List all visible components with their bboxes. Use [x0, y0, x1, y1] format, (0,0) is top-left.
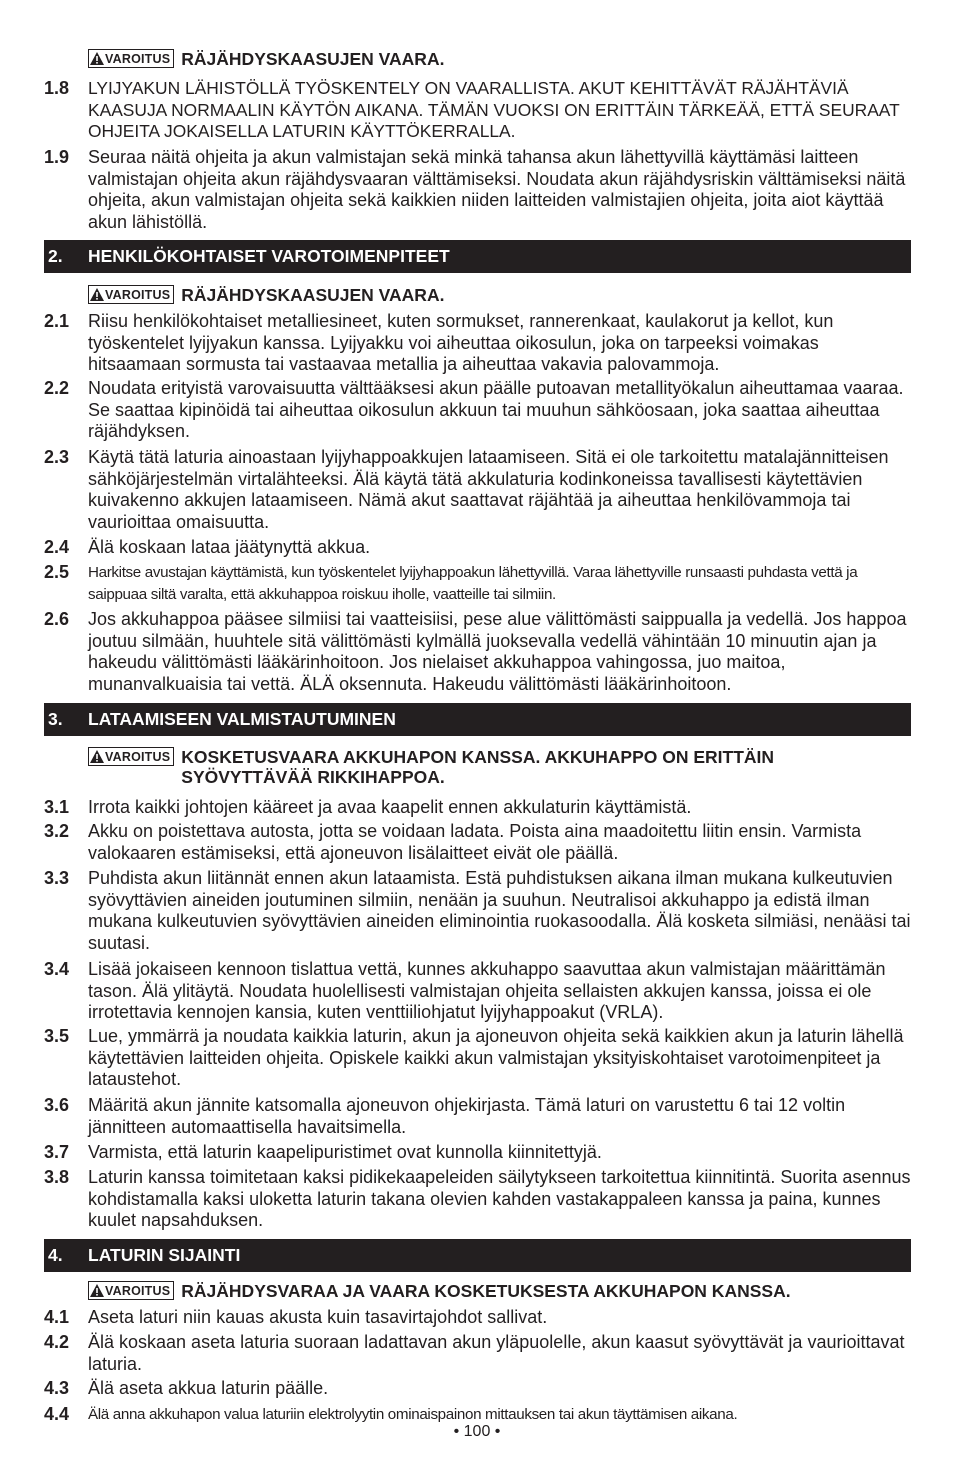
item-number: 4.1: [44, 1307, 70, 1327]
section-title: LATAAMISEEN VALMISTAUTUMINEN: [88, 709, 396, 729]
list-item: [44, 821, 912, 864]
item-text: Laturin kanssa toimitetaan kaksi pidikekaapeleiden säilytykseen tarkoitettua kiinnitintä. Suorita asennus kohdistamalla kaksi uloketta laturin takana olevien kahden vastakappaleen kanssa ja paina, kunnes kuulet napsahduksen.: [88, 1167, 911, 1230]
item-text: Älä anna akkuhapon valua laturiin elektrolyytin ominaispainon mittauksen tai akun täyttämisen aikana.: [88, 1406, 738, 1423]
section-header: [44, 703, 911, 736]
item-text: Lisää jokaiseen kennoon tislattua vettä, kunnes akkuhappo saavuttaa akun valmistajan määrittämän tason. Älä ylitäytä. Noudata huolellisesti valmistajan ohjeita sellaisten akkujen kanssa, joissa ei ole irrotettavia kennojen kansia, kuten venttiiliohjatut lyijyhappoakut (VRLA).: [88, 959, 886, 1022]
warning-triangle-icon: [90, 52, 104, 65]
section-header: [44, 240, 911, 273]
item-number: 2.6: [44, 609, 70, 629]
item-number: 3.7: [44, 1142, 70, 1162]
item-text: Harkitse avustajan käyttämistä, kun työskentelet lyijyhappoakun lähettyvillä. Varaa lähettyville runsaasti puhdasta vettä ja saippuaa siltä varalta, että akkuhappoa roiskuu iholle, vaatteille tai silmiin.: [88, 564, 858, 603]
warning-badge-label: VAROITUS: [105, 51, 171, 66]
item-text: Älä aseta akkua laturin päälle.: [88, 1378, 329, 1398]
warning-text: RÄJÄHDYSVARAA JA VAARA KOSKETUKSESTA AKKUHAPON KANSSA.: [181, 1281, 791, 1301]
warning-line: [88, 285, 908, 305]
item-text: Akku on poistettava autosta, jotta se voidaan ladata. Poista aina maadoitettu liitin ensin. Varmista valokaaren estämiseksi, että ajoneuvon lisälaitteet eivät ole päällä.: [88, 821, 862, 863]
section-number: 4.: [48, 1245, 63, 1265]
item-number: 2.1: [44, 311, 70, 331]
list-item: [44, 537, 912, 559]
warning-badge-label: VAROITUS: [105, 749, 171, 764]
item-number: 4.4: [44, 1404, 70, 1424]
item-text: Irrota kaikki johtojen kääreet ja avaa kaapelit ennen akkulaturin käyttämistä.: [88, 797, 692, 817]
item-number: 3.8: [44, 1167, 70, 1187]
list-item: [44, 147, 912, 233]
item-number: 4.3: [44, 1378, 70, 1398]
item-number: 2.3: [44, 447, 70, 467]
list-item: [44, 1332, 912, 1375]
item-number: 3.6: [44, 1095, 70, 1115]
warning-triangle-icon: [90, 288, 104, 301]
warning-line: [88, 1281, 908, 1301]
item-text: Riisu henkilökohtaiset metalliesineet, kuten sormukset, rannerenkaat, kaulakorut ja kellot, kun työskentelet lyijyakun kanssa. Lyijyakku voi aiheuttaa oikosulun, joka on tarpeeksi voimakas hitsaamaan sormusta tai vastaavaa metallia ja aiheuttaa vakavia palovammoja.: [88, 311, 834, 374]
warning-text: RÄJÄHDYSKAASUJEN VAARA.: [181, 285, 445, 305]
item-text: Jos akkuhappoa pääsee silmiisi tai vaatteisiisi, pese alue välittömästi saippualla ja vedellä. Jos happoa joutuu silmään, huuhtele sitä välittömästi kylmällä juoksevalla vedellä vähintään 10 minuutin ajan ja hakeudu välittömästi lääkärinhoitoon. Jos nielaiset akkuhappoa vahingossa, juo maitoa, munanvalkuaisia tai vettä. ÄLÄ oksennuta. Hakeudu välittömästi lääkärinhoitoon.: [88, 609, 907, 694]
item-text: Noudata erityistä varovaisuutta välttääksesi akun päälle putoavan metallityökalun aiheuttamaa vaaraa. Se saattaa kipinöidä tai aiheuttaa oikosulun akkuun tai muuhun sähköosaan, joka saattaa aiheuttaa räjähdyksen.: [88, 378, 904, 441]
item-text: Lue, ymmärrä ja noudata kaikkia laturin, akun ja ajoneuvon ohjeita sekä kaikkien akun ja laturin lähellä käytettävien laitteiden ohjeita. Opiskele kaikki akun valmistajan yksityiskohtaiset varotoimenpiteet ja lataustehot.: [88, 1026, 904, 1089]
list-item: [44, 1026, 912, 1091]
item-text: Älä koskaan aseta laturia suoraan ladattavan akun yläpuolelle, akun kaasut syövyttävät ja vaurioittavat laturia.: [88, 1332, 905, 1374]
list-item: [44, 78, 912, 143]
list-item: [44, 378, 912, 443]
item-text: Älä koskaan lataa jäätynyttä akkua.: [88, 537, 371, 557]
list-item: [44, 609, 912, 695]
item-number: 3.2: [44, 821, 70, 841]
page-number: • 100 •: [453, 1423, 501, 1440]
item-text: Varmista, että laturin kaapelipuristimet ovat kunnolla kiinnitettyjä.: [88, 1142, 602, 1162]
list-item: [44, 447, 912, 533]
list-item: [44, 868, 912, 954]
section-number: 3.: [48, 709, 63, 729]
list-item: [44, 1378, 912, 1400]
warning-badge: [88, 1281, 174, 1300]
item-text: Käytä tätä laturia ainoastaan lyijyhappoakkujen lataamiseen. Sitä ei ole tarkoitettu matalajännitteisen sähköjärjestelmän virtalähteeksi. Älä käytä tätä akkulaturia kodinkoneissa tavallisesti käytettävien kuivakenno akkujen lataamiseen. Nämä akut saattavat räjähtää ja aiheuttaa henkilövammoja tai vaurioittaa omaisuutta.: [88, 447, 889, 532]
list-item: [44, 797, 912, 819]
item-text: Puhdista akun liitännät ennen akun lataamista. Estä puhdistuksen aikana ilman mukana kulkeutuvien syövyttävien aineiden joutuminen silmiin, nenään ja suuhun. Neutralisoi akkuhappo ja edistä ilman mukana kulkeutuvien syövyttävien aineiden eliminointia ruokasoodalla. Älä kosketa silmiäsi, nenääsi tai suutasi.: [88, 868, 911, 953]
list-item: [44, 562, 912, 605]
warning-badge-label: VAROITUS: [105, 1283, 171, 1298]
warning-triangle-icon: [90, 750, 104, 763]
warning-triangle-icon: [90, 1284, 104, 1297]
warning-badge: [88, 49, 174, 68]
warning-badge: [88, 747, 174, 766]
list-item: [44, 1095, 912, 1138]
list-item: [44, 1307, 912, 1329]
section-header: [44, 1239, 911, 1272]
warning-line: [88, 747, 908, 787]
section-title: HENKILÖKOHTAISET VAROTOIMENPITEET: [88, 246, 450, 266]
item-number: 3.5: [44, 1026, 70, 1046]
item-text: LYIJYAKUN LÄHISTÖLLÄ TYÖSKENTELY ON VAARALLISTA. AKUT KEHITTÄVÄT RÄJÄHTÄVIÄ KAASUJA NORMAALIN KÄYTÖN AIKANA. TÄMÄN VUOKSI ON ERITTÄIN TÄRKEÄÄ, ETTÄ SEURAAT OHJEITA JOKAISELLA LATURIN KÄYTTÖKERRALLA.: [88, 78, 900, 141]
item-number: 3.1: [44, 797, 70, 817]
item-number: 2.4: [44, 537, 70, 557]
item-number: 1.9: [44, 147, 70, 167]
warning-text: KOSKETUSVAARA AKKUHAPON KANSSA. AKKUHAPPO ON ERITTÄIN SYÖVYTTÄVÄÄ RIKKIHAPPOA.: [181, 747, 775, 787]
item-number: 2.2: [44, 378, 70, 398]
item-text: Aseta laturi niin kauas akusta kuin tasavirtajohdot sallivat.: [88, 1307, 548, 1327]
section-number: 2.: [48, 246, 63, 266]
warning-badge-label: VAROITUS: [105, 287, 171, 302]
list-item: [44, 1167, 912, 1232]
list-item: [44, 1142, 912, 1164]
warning-line: [88, 49, 908, 69]
item-text: Seuraa näitä ohjeita ja akun valmistajan sekä minkä tahansa akun lähettyvillä käyttämäsi laitteen valmistajan ohjeita akun räjähdysvaaran välttämiseksi. Noudata akun räjähdysriskin välttämiseksi näitä ohjeita, akun valmistajan ohjeita sekä kaikkien niiden laitteiden valmistajien ohjeita, joita aiot käyttää akun lähistöllä.: [88, 147, 906, 232]
section-title: LATURIN SIJAINTI: [88, 1245, 241, 1265]
item-number: 3.4: [44, 959, 70, 979]
item-number: 2.5: [44, 562, 70, 582]
warning-text: RÄJÄHDYSKAASUJEN VAARA.: [181, 49, 445, 69]
item-number: 4.2: [44, 1332, 70, 1352]
item-text: Määritä akun jännite katsomalla ajoneuvon ohjekirjasta. Tämä laturi on varustettu 6 tai 12 voltin jännitteen automaattisella havaitsimella.: [88, 1095, 846, 1137]
item-number: 3.3: [44, 868, 70, 888]
item-number: 1.8: [44, 78, 70, 98]
warning-badge: [88, 285, 174, 304]
list-item: [44, 959, 912, 1024]
list-item: [44, 311, 912, 376]
